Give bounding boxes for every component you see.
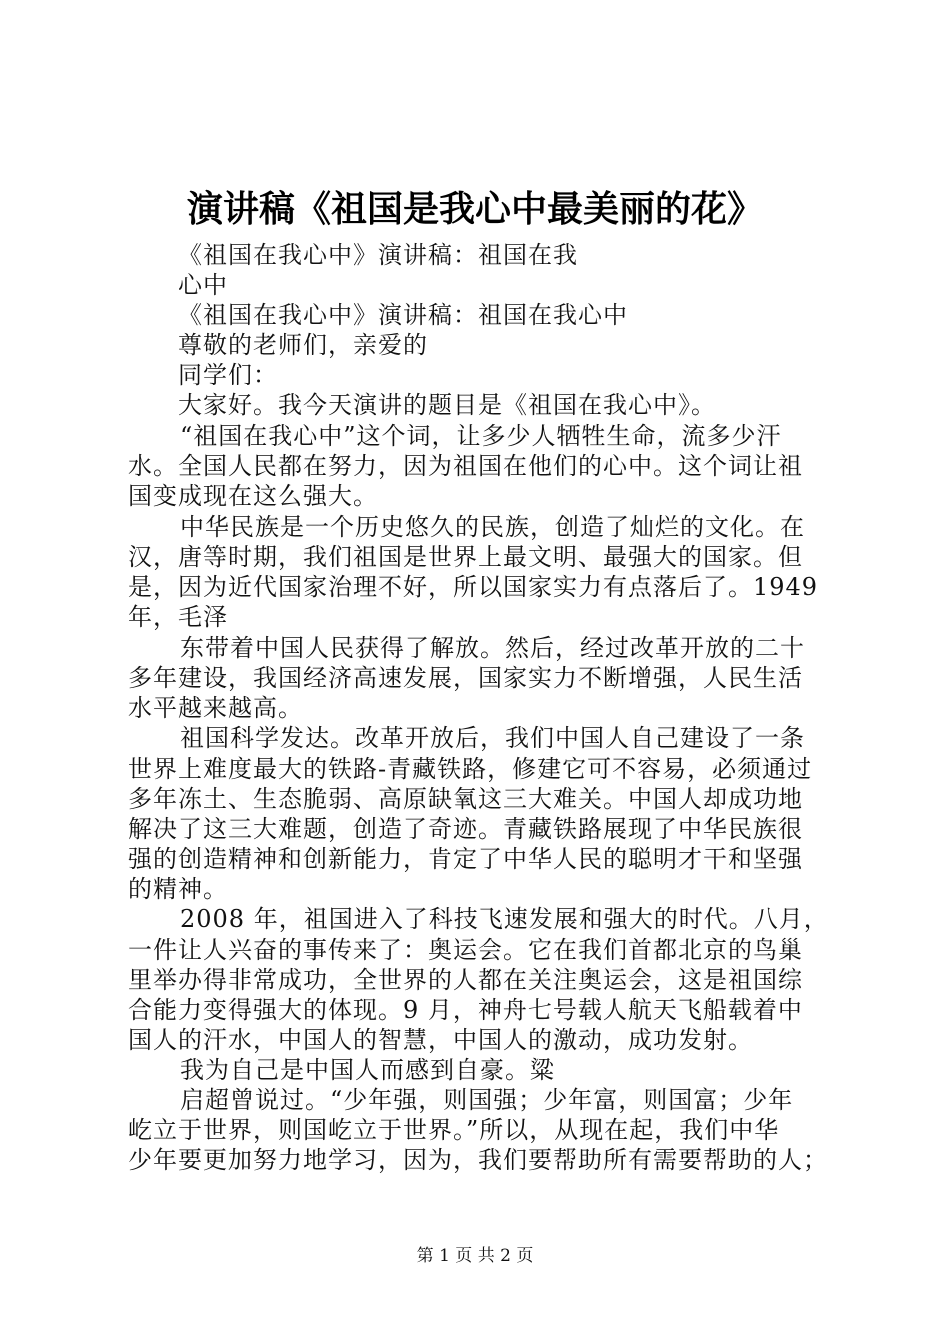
text-line: 2008 年，祖国进入了科技飞速发展和强大的时代。八月， xyxy=(180,905,829,933)
text-line: 强的创造精神和创新能力，肯定了中华人民的聪明才干和坚强 xyxy=(128,845,803,873)
text-line: 大家好。我今天演讲的题目是《祖国在我心中》。 xyxy=(178,391,716,419)
text-line: 水。全国人民都在努力，因为祖国在他们的心中。这个词让祖 xyxy=(128,452,803,480)
text-line: 年，毛泽 xyxy=(128,603,228,631)
text-line: 汉，唐等时期，我们祖国是世界上最文明、最强大的国家。但 xyxy=(128,543,803,571)
text-line: 解决了这三大难题，创造了奇迹。青藏铁路展现了中华民族很 xyxy=(128,815,803,843)
text-line: 里举办得非常成功，全世界的人都在关注奥运会，这是祖国综 xyxy=(128,966,803,994)
text-line: 《祖国在我心中》演讲稿：祖国在我 xyxy=(178,241,578,269)
text-line: 的精神。 xyxy=(128,875,228,903)
text-line: 祖国科学发达。改革开放后，我们中国人自己建设了一条 xyxy=(180,724,805,752)
text-line: 中华民族是一个历史悠久的民族，创造了灿烂的文化。在 xyxy=(180,513,805,541)
text-line: 世界上难度最大的铁路-青藏铁路，修建它可不容易，必须通过 xyxy=(128,755,813,783)
text-line: 启超曾说过。“少年强，则国强；少年富，则国富；少年 xyxy=(180,1086,794,1114)
text-line: 我为自己是中国人而感到自豪。粱 xyxy=(180,1056,555,1084)
text-line: “祖国在我心中”这个词，让多少人牺牲生命，流多少汗 xyxy=(180,422,782,450)
text-line: 心中 xyxy=(178,271,228,299)
text-line: 国变成现在这么强大。 xyxy=(128,482,378,510)
text-line: 屹立于世界，则国屹立于世界。”所以，从现在起，我们中华 xyxy=(128,1116,780,1144)
text-line: 一件让人兴奋的事传来了：奥运会。它在我们首都北京的鸟巢 xyxy=(128,936,803,964)
text-line: 多年建设，我国经济高速发展，国家实力不断增强，人民生活 xyxy=(128,664,803,692)
text-line: 合能力变得强大的体现。9 月，神舟七号载人航天飞船载着中 xyxy=(128,996,803,1024)
text-line: 是，因为近代国家治理不好，所以国家实力有点落后了。1949 xyxy=(128,573,819,601)
document-title: 演讲稿《祖国是我心中最美丽的花》 xyxy=(186,188,763,230)
page-footer: 第 1 页 共 2 页 xyxy=(416,1246,534,1266)
text-line: 水平越来越高。 xyxy=(128,694,303,722)
text-line: 东带着中国人民获得了解放。然后，经过改革开放的二十 xyxy=(180,634,805,662)
text-line: 多年冻土、生态脆弱、高原缺氧这三大难关。中国人却成功地 xyxy=(128,785,803,813)
text-line: 国人的汗水，中国人的智慧，中国人的激动，成功发射。 xyxy=(128,1026,753,1054)
text-line: 《祖国在我心中》演讲稿：祖国在我心中 xyxy=(178,301,628,329)
text-line: 同学们： xyxy=(178,361,278,389)
text-line: 尊敬的老师们，亲爱的 xyxy=(178,331,428,359)
text-line: 少年要更加努力地学习，因为，我们要帮助所有需要帮助的人； xyxy=(128,1146,828,1174)
